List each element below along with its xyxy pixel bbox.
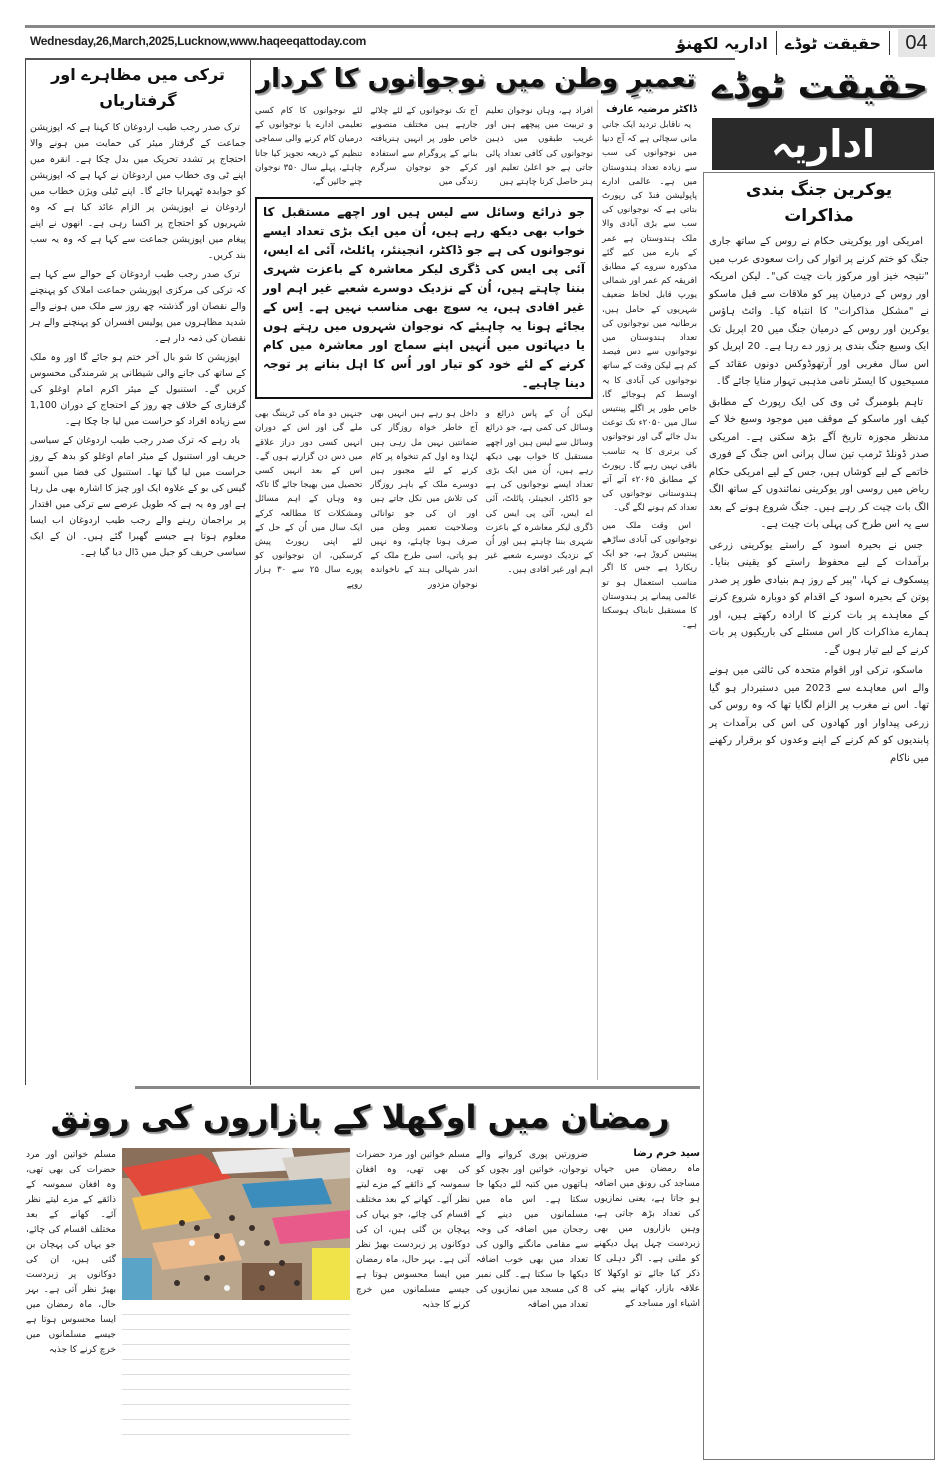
article-paragraph: یاد رہے کہ ترک صدر رجب طیب اردوغان کے سیاسی حریف اور استنبول کے میئر امام اوغلو کو بدھ کے روز حراست میں لیا گیا تھا۔ استنبول کی فضا میں آنسو گیس کی بو کے علاوہ ایک اور چیز کا اشارہ بھی مل رہا ہے اور وہ یہ ہے کہ طویل عرصے سے ترکی میں اقتدار پر براجمان رہنے والے رجب طیب اردوغان اب ایسا معلوم ہوتا ہے جیسے گھبرا گئے ہیں۔ ان کے ایک سیاسی حریف کو جیل میں ڈال دیا گیا ہے۔ (30, 435, 246, 558)
main-article-first-column (602, 104, 697, 635)
main-article-headline: تعمیرِ وطن میں نوجوانوں کا کردار (256, 64, 696, 94)
article-paragraph: ترک صدر رجب طیب اردوغان کا کہنا ہے کہ اپوزیشن جماعت کے گرفتار میئر کی حمایت میں ہونے والا احتجاج پر تشدد تحریک میں بدل چکا ہے۔ انقرہ میں اپنے ٹی وی خطاب میں اردوغان نے کہا ہے کہ اپوزیشن کو جوابدہ ٹھہرایا جائے گا۔ اپنے ٹیلی ویژن خطاب میں اردوغان نے اپوزیشن پر الزام عائد کیا ہے کہ وہ شہریوں کو احتجاج پر اکسا رہی ہے۔ انھوں نے اپنے پیغام میں اپوزیشن جماعت سے کہا ہے کہ وہ یہ سب بند کریں۔ (30, 122, 246, 261)
bottom-article-first-column (594, 1148, 700, 1445)
section-rule (135, 1086, 700, 1089)
header-divider (889, 31, 890, 55)
main-article-byline: ڈاکٹر مرضیہ عارف (606, 104, 697, 115)
main-article-flow (255, 104, 593, 592)
photo-column (122, 1148, 350, 1445)
bottom-article (20, 1092, 700, 1445)
column-rule (250, 60, 251, 1085)
main-article-column: افراد ہے، وہاں نوجوان تعلیم و تربیت میں پیچھے ہیں اور غریب طبقوں میں ذہین نوجوانوں کی کافی تعداد پائی جاتی ہے جو اعلیٰ تعلیم اور ہنر حاصل کرنا چاہتے ہیں (485, 106, 593, 188)
editorial-body (709, 233, 929, 767)
main-article-column: داخل ہو رہے ہیں انہیں بھی آج خاطر خواہ روزگار کی ضمانتیں نہیں مل رہی ہیں لہٰذا وہ اول کم تنخواہ پر کام کرنے کے لئے مجبور ہیں دوسرے ملک کے باہر روزگار کی تلاش میں نکل جاتے ہیں اور ان کی جو توانائی وصلاحیت تعمیر وطن میں صرف ہونا چاہئے، وہ نہیں ہو پاتی، اسی طرح ملک کے اندر شہالی ہند کے ناخواندہ نوجوان مزدور (370, 409, 478, 590)
page-number: 04 (898, 29, 935, 57)
main-article-column: جنہیں دو ماہ کی ٹریننگ بھی ملے گی اور اس کے دوران انہیں کسی دور دراز علاقے میں دس دن گزارنے ہوں گے۔ اس کے بعد انہیں کسی تحصیل میں بھیجا جائے گا تاکہ وہ وہاں کے اہم مسائل ومشکلات کا مطالعہ کرکے ایک سال میں اُن کے حل کے لئے اپنی رپورٹ پیش کرسکیں، ان نوجوانوں کو پورے سال ۲۵ سے ۳۰ ہزار روپے (255, 409, 363, 590)
bottom-article-columns (20, 1148, 700, 1445)
header-right (440, 29, 935, 57)
text-continuation (122, 1305, 350, 1445)
article-paragraph: ترک صدر رجب طیب اردوغان کے حوالے سے کہا ہے کہ ترکی کی مرکزی اپوزیشن جماعت املاک کو پہنچنے والے نقصان اور گذشتہ چھ روز سے ملک میں ہونے والے شدید مظاہروں میں پولیس افسران کو پہنچنے والے ہر نقصان کی ذمہ دار ہے۔ (30, 269, 246, 344)
main-article-bottom-row (255, 407, 593, 592)
header-divider (776, 31, 777, 55)
editorial-paragraph: امریکی اور یوکرینی حکام نے روس کے ساتھ جاری جنگ کو ختم کرنے پر اتوار کی رات سعودی عرب میں "نتیجہ خیز اور مرکوز بات چیت کی"۔ لیکن امریکہ اور روس کے درمیان پیر کو ملاقات سے قبل ماسکو نے "مشکل مذاکرات" کا انتباہ کیا۔ وائٹ ہاؤس یوکرین اور روس کے درمیان جنگ میں 20 اپریل تک ایک وسیع جنگ بندی پر زور دے رہا ہے۔ 20 اپریل کو اس سال مغربی اور آرتھوڈوکس دونوں عقائد کے مسیحیوں کا ایسٹر نامی مذہبی تہوار منایا جائے گا۔ (709, 236, 929, 387)
main-article-column: آج تک نوجوانوں کے لئے چلائے جارہے ہیں مختلف منصوبے خاص طور پر انہیں ہنریافتہ بنانے کے پروگرام سے استفادہ کرکے جو نوجوان سرگرم زندگی میں (370, 106, 478, 188)
editorial-paragraph: جس نے بحیرہ اسود کے راستے یوکرینی زرعی برآمدات کے لیے محفوظ راستے کو یقینی بنایا۔ پیسکوف نے کہا، "پیر کے روز ہم بنیادی طور پر صدر پوتن کے بحیرہ اسود کے اقدام کو دوبارہ شروع کرنے کے معاہدے پر بات کرنے کا ارادہ رکھتے ہیں، اور ہمارے مذاکرات کار اس مسئلے کی باریکیوں پر بات کرنے کے لیے تیار ہوں گے۔ (709, 539, 929, 656)
main-article-column: لئے نوجوانوں کا کام کسی تعلیمی ادارے یا نوجوانوں کے درمیان کام کرنے والی سماجی تنظیم کے ذریعہ تجویز کیا جانا چاہئے، پہلے سال ۳۵۰ نوجوان چنے جائیں گے، (255, 106, 363, 188)
main-article-top-row (255, 104, 593, 189)
pull-quote: جو ذرائع وسائل سے لیس ہیں اور اچھے مستقبل کا خواب بھی دیکھ رہے ہیں، اُن میں ایک بڑی تعداد ایسے نوجوانوں کی ہے جو ڈاکٹر، انجینئر، پائلٹ، آئی اے ایس، آئی پی ایس کی ڈگری لیکر معاشرہ کے باعزت شہری بننا چاہتے ہیں، اُن کے نزدیک دوسرے شعبے غیر اہم اور غیر افادی ہیں، یہ سوچ بھی مناسب نہیں ہے۔ اِس کے بجائے ہونا یہ چاہیئے کہ نوجوان شہروں میں رہتے ہوں یا دیہاتوں میں اُنہیں اپنے سماج اور معاشرہ میں کام کرنے کے لئے خود کو تیار اور اُس کا اہل بنانے پر توجہ دینا چاہیے۔ (255, 197, 593, 399)
market-photo-image (122, 1148, 350, 1300)
editorial-headline: یوکرین جنگ بندی مذاکرات (745, 180, 893, 226)
masthead-logo: حقیقت ٹوڈے (711, 66, 929, 107)
column-rule (597, 100, 598, 1080)
bottom-article-headline: رمضان میں اوکھلا کے بازاروں کی رونق (50, 1098, 670, 1136)
main-article-column: لیکن اُن کے پاس ذرائع و وسائل کی کمی ہے، جو ذرائع وسائل سے لیس ہیں اور اچھے مستقبل کا خواب بھی دیکھ رہے ہیں، اُن میں ایک بڑی تعداد ایسے نوجوانوں کی ہے جو ڈاکٹر، انجینئر، پائلٹ، آئی اے ایس، آئی پی ایس کی ڈگری لیکر معاشرہ کے باعزت شہری بننا چاہتے ہیں اور اُن کے نزدیک دوسرے شعبے غیر اہم اور غیر افادی ہیں۔ (485, 409, 593, 576)
editorial-paragraph: تاہم بلومبرگ ٹی وی کی ایک رپورٹ کے مطابق کیف اور ماسکو کے موقف میں موجود وسیع خلا کے مدنظر مجوزہ تاریخ آگے بڑھ سکتی ہے۔ امریکی صدر ڈونلڈ ٹرمپ تین سال پرانی اس جنگ کے فوری خاتمے کے لیے کوشاں ہیں، جس کے لیے امریکی حکام ریاض میں روسی اور یوکرینی نمائندوں کے ساتھ الگ الگ بات چیت کر رہے ہیں۔ جنگ شروع ہونے کے بعد سے یہ اس طرح کی پہلی بات چیت ہے۔ (709, 396, 929, 530)
article-paragraph: اپوزیشن کا شو بال آخر ختم ہو جائے گا اور وہ ملک کے ساتھ کی جانے والی شیطانی پر شرمندگی محسوس کریں گے۔ استنبول کے میئر اکرم امام اوغلو کی گرفتاری کے خلاف چھ روز کے احتجاج کے دوران 1,100 سے زیادہ افراد کو حراست میں لیا جا چکا ہے۔ (30, 352, 246, 427)
bottom-article-column: ضرورتیں پوری کروانے والے نوجوان، خواتین اور بچوں کو ہاتھوں میں کتبہ لئے دیکھا جا سکتا ہے۔ اس ماہ میں مسلمانوں میں دینے کے رجحان میں اضافہ کی وجہ سے مقامی مانگنے والوں کی تعداد میں بھی خوب اضافہ دیکھا جا سکتا ہے۔ گلی نمبر 8 کی مسجد میں نمازیوں کی تعداد میں اضافہ (476, 1150, 588, 1310)
date-line: Wednesday,26,March,2025,Lucknow,www.haqeeqattoday.com (30, 34, 366, 48)
editorial-box (703, 172, 935, 1460)
bottom-article-byline: سید خرم رضا (633, 1148, 700, 1159)
header-paper-name: حقیقت ٹوڈے (784, 33, 881, 53)
header-section: اداریہ لکھنؤ (676, 33, 768, 53)
bottom-article-column: ماہ رمضان میں جہاں مساجد کی رونق میں اضافہ ہو جاتا ہے، یعنی نمازیوں کی تعداد بڑھ جاتی ہے، وہیں بازاروں میں بھی زبردست چہل پہل دیکھنے کو ملتی ہے۔ اگر دہلی کا ذکر کیا جائے تو اوکھلا کا علاقہ بازار، کھانے پینے کی اشیاء اور مساجد کے (594, 1164, 700, 1309)
editorial-label: اداریہ (712, 118, 934, 170)
article-paragraph: یہ ناقابل تردید ایک جانی مانی سچائی ہے کہ آج دنیا میں نوجوانوں کی سب سے زیادہ تعداد ہندوستان میں ہے۔ عالمی ادارے پاپولیشن فنڈ کی رپورٹ بتاتی ہے کہ نوجوانوں کی سب سے بڑی آبادی والا ملک ہندوستان ہے عمر کے بارے میں کیے گئے مذکورہ سروے کے مطابق افریقہ کم عمر اور شمالی یورپ قابل لحاظ ضعیف شہریوں کے حامل ہیں، برطانیہ میں نوجوانوں کی تعداد ہندوستان میں نوجوانوں سے دس فیصد کم ہے لیکن وقت کے ساتھ نوجوانوں کی آبادی کا یہ اوسط کم ہوجائے گا، خاص طور پر اگلے پینتیس سال میں ۲۰۵۰ء تک توعت بدل جائے گی اور نوجوانوں کی برتری کا یہ تناسب باقی نہیں رہے گا۔ رپورٹ کے مطابق ۲۰۶۵ء آتے آتے ہندوستانی نوجوانوں کی تعداد کم ہونے لگے گی۔ (602, 120, 697, 514)
top-rule (25, 25, 935, 28)
market-photo (122, 1148, 350, 1300)
bottom-article-column: مسلم خواتین اور مرد حضرات کی بھی تھی، وہ افغان سموسہ کے ذائقے کے مزے لیتے نظر آئے۔ کھانے کے بعد مختلف اقسام کی چائے، جو یہاں کی پہچان بن گئی ہیں، ان کی دوکانوں پر زبردست بھیڑ نظر آتی ہے۔ بہر حال، ماہ رمضان میں ایسا محسوس ہوتا ہے جیسے مسلمانوں میں خرچ کرنے کا جذبہ (356, 1150, 470, 1310)
editorial-paragraph: ماسکو، ترکی اور اقوام متحدہ کی ثالثی میں ہونے والے اس معاہدے سے 2023 میں دستبردار ہو گیا تھا۔ اس نے مغرب پر الزام لگایا تھا کہ وہ روس کی زرعی پیداوار اور کھادوں کی اس کی برآمدات پر پابندیوں کو کم کرنے کے اپنے وعدوں کو برقرار رکھنے میں ناکام (709, 665, 929, 764)
left-article-body (30, 120, 246, 561)
column-rule (25, 60, 26, 1085)
article-paragraph: اس وقت ملک میں نوجوانوں کی آبادی ساڑھے پینتیس کروڑ ہے، جو ایک ریکارڈ ہے جس کا اگر مناسب استعمال ہو تو عالمی پیمانے پر ہندوستان کا مستقبل تابناک ہوسکتا ہے۔ (602, 520, 697, 631)
bottom-article-column: مسلم خواتین اور مرد حضرات کی بھی تھی، وہ افغان سموسہ کے ذائقے کے مزے لیتے نظر آئے۔ کھانے کے بعد مختلف اقسام کی چائے، جو یہاں کی پہچان بن گئی ہیں، ان کی دوکانوں پر زبردست بھیڑ نظر آتی ہے۔ بہر حال، ماہ رمضان میں ایسا محسوس ہوتا ہے جیسے مسلمانوں میں خرچ کرنے کا جذبہ (26, 1150, 116, 1355)
left-article (30, 62, 246, 564)
left-article-headline: ترکی میں مظاہرے اور گرفتاریاں (51, 65, 225, 110)
main-article-column (602, 118, 697, 632)
